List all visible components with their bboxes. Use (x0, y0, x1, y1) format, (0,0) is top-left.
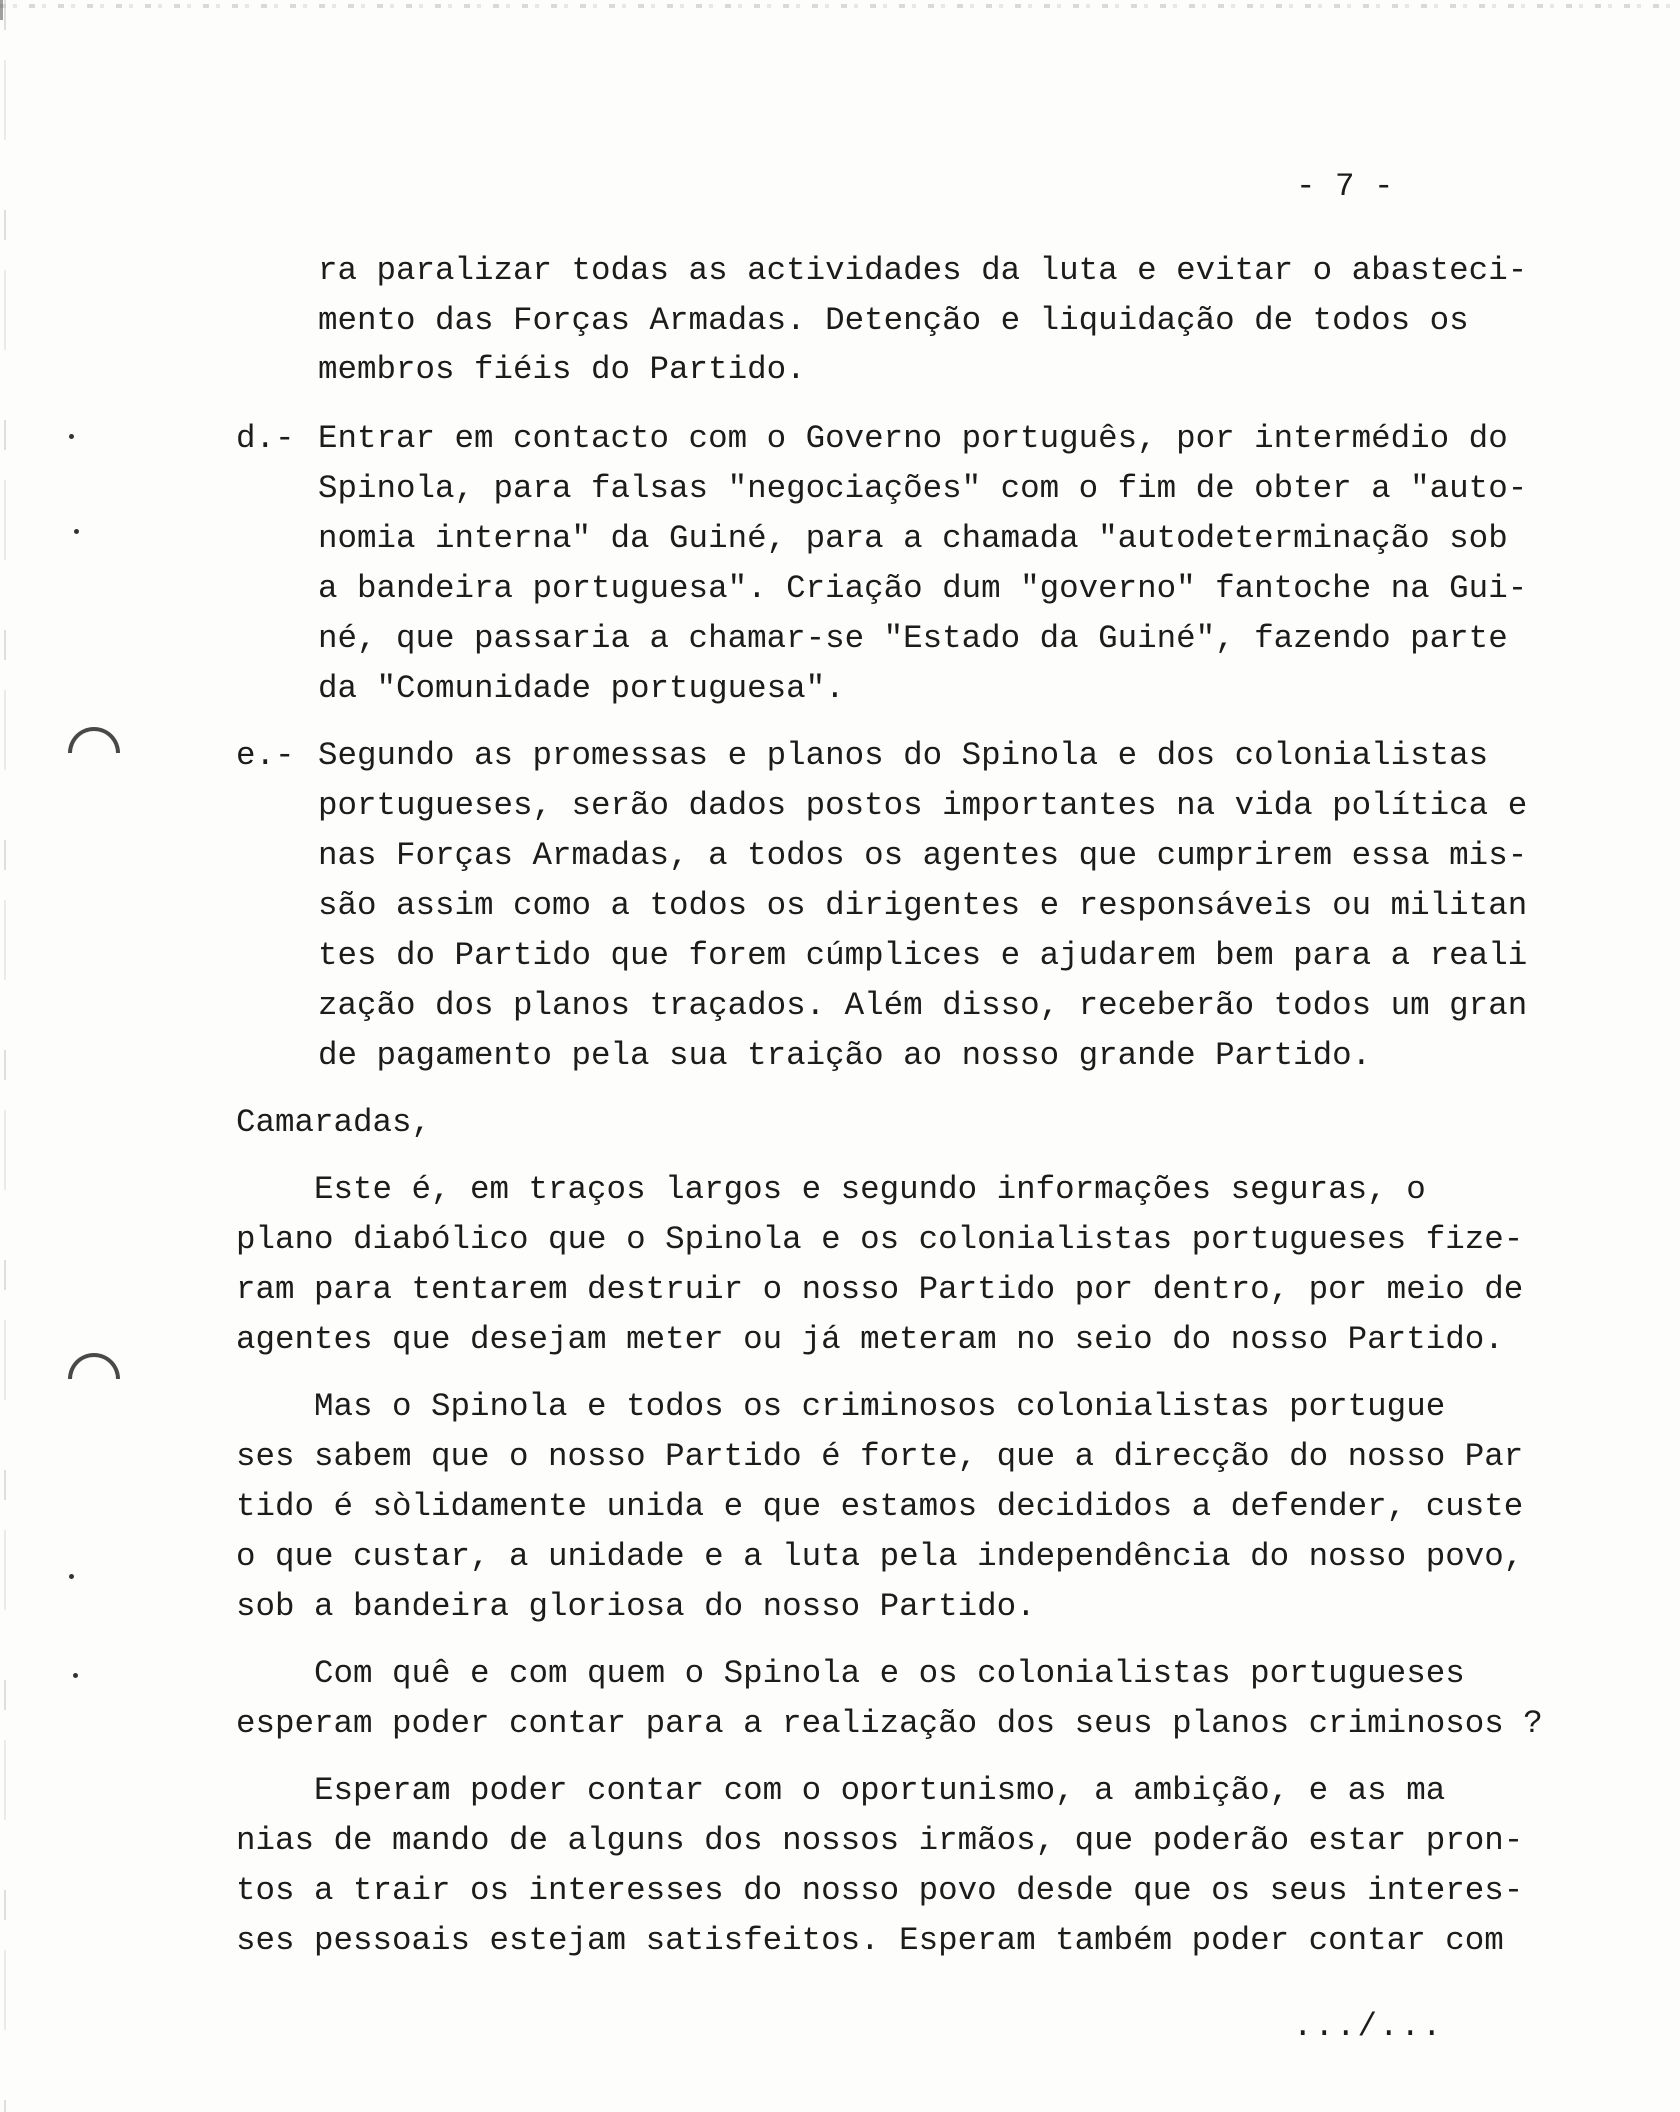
page-number: - 7 - (1296, 168, 1394, 205)
text-line: ra paralizar todas as actividades da luta e evitar o abasteci- (318, 252, 1528, 289)
text-line: né, que passaria a chamar-se "Estado da Guiné", fazendo parte (318, 620, 1508, 657)
text-line: nias de mando de alguns dos nossos irmãos, que poderão estar pron- (236, 1822, 1524, 1859)
text-line: nomia interna" da Guiné, para a chamada "autodeterminação sob (318, 520, 1508, 557)
text-line: plano diabólico que o Spinola e os colonialistas portugueses fize- (236, 1221, 1524, 1258)
list-marker-e: e.- (236, 737, 295, 774)
text-line: de pagamento pela sua traição ao nosso grande Partido. (318, 1037, 1372, 1074)
text-line: Segundo as promessas e planos do Spinola e dos colonialistas (318, 737, 1489, 774)
text-line: sob a bandeira gloriosa do nosso Partido. (236, 1588, 1036, 1625)
margin-dot (74, 529, 79, 534)
text-line: a bandeira portuguesa". Criação dum "governo" fantoche na Gui- (318, 570, 1528, 607)
text-line: Mas o Spinola e todos os criminosos colonialistas portugue (236, 1388, 1446, 1425)
text-line: Spinola, para falsas "negociações" com o fim de obter a "auto- (318, 470, 1528, 507)
text-line: mento das Forças Armadas. Detenção e liquidação de todos os (318, 302, 1469, 339)
margin-dot (73, 1673, 78, 1678)
margin-dot (69, 1574, 74, 1579)
text-line: tes do Partido que forem cúmplices e ajudarem bem para a reali (318, 937, 1528, 974)
text-line: membros fiéis do Partido. (318, 351, 806, 388)
text-line: da "Comunidade portuguesa". (318, 670, 845, 707)
scan-corner-mark (0, 0, 13, 20)
text-line: portugueses, serão dados postos importantes na vida política e (318, 787, 1528, 824)
text-line: Entrar em contacto com o Governo português, por intermédio do (318, 420, 1508, 457)
continuation-mark: .../... (1293, 2008, 1444, 2045)
text-line: agentes que desejam meter ou já meteram no seio do nosso Partido. (236, 1321, 1504, 1358)
text-line: são assim como a todos os dirigentes e responsáveis ou militan (318, 887, 1528, 924)
text-line: Este é, em traços largos e segundo informações seguras, o (236, 1171, 1426, 1208)
salutation: Camaradas, (236, 1104, 432, 1141)
text-line: ses sabem que o nosso Partido é forte, que a direcção do nosso Par (236, 1438, 1524, 1475)
text-line: zação dos planos traçados. Além disso, receberão todos um gran (318, 987, 1528, 1024)
list-marker-d: d.- (236, 420, 295, 457)
punch-hole-mark-upper (68, 727, 120, 753)
scan-edge-left (4, 0, 6, 2112)
text-line: ram para tentarem destruir o nosso Partido por dentro, por meio de (236, 1271, 1524, 1308)
text-line: Esperam poder contar com o oportunismo, a ambição, e as ma (236, 1772, 1446, 1809)
text-line: tido é sòlidamente unida e que estamos decididos a defender, custe (236, 1488, 1524, 1525)
text-line: o que custar, a unidade e a luta pela independência do nosso povo, (236, 1538, 1524, 1575)
scan-edge-top (0, 4, 1680, 8)
margin-dot (69, 434, 74, 439)
punch-hole-mark-lower (68, 1353, 120, 1379)
text-line: tos a trair os interesses do nosso povo desde que os seus interes- (236, 1872, 1524, 1909)
text-line: esperam poder contar para a realização dos seus planos criminosos ? (236, 1705, 1543, 1742)
text-line: nas Forças Armadas, a todos os agentes que cumprirem essa mis- (318, 837, 1528, 874)
text-line: Com quê e com quem o Spinola e os colonialistas portugueses (236, 1655, 1465, 1692)
text-line: ses pessoais estejam satisfeitos. Esperam também poder contar com (236, 1922, 1504, 1959)
